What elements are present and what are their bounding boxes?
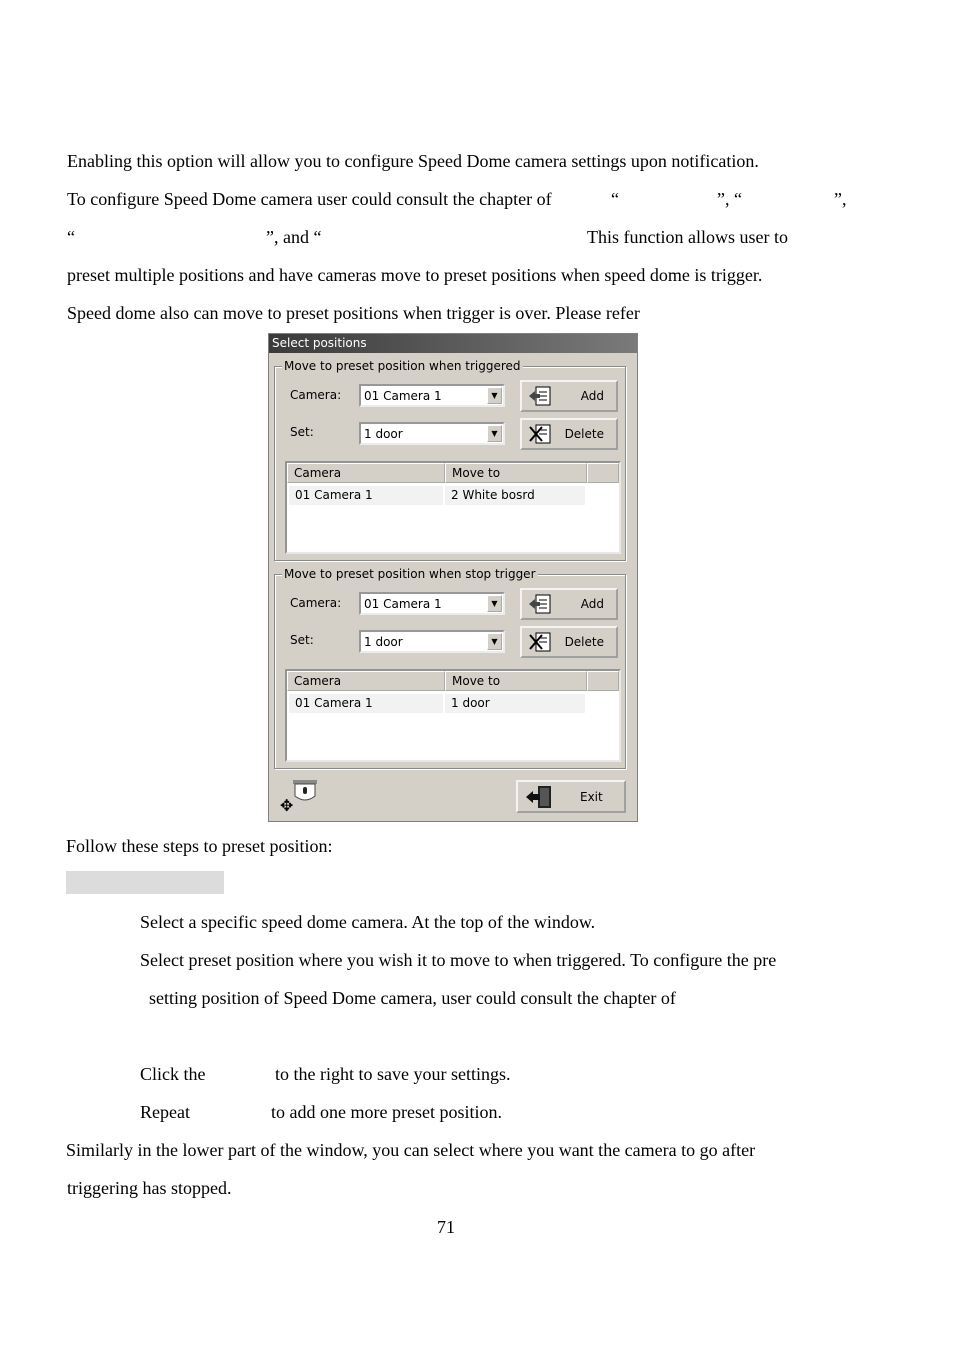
set-select[interactable] — [359, 422, 505, 445]
set-label: Set: — [290, 633, 314, 647]
select-positions-dialog — [268, 333, 638, 822]
delete-button-label: Delete — [564, 635, 604, 649]
triggered-list — [285, 461, 621, 554]
quote-separator: ”, “ — [717, 189, 742, 209]
camera-label: Camera: — [290, 596, 342, 610]
add-document-icon — [527, 385, 555, 407]
delete-document-icon — [527, 631, 555, 653]
step-3-end: to the right to save your settings. — [275, 1064, 511, 1084]
chevron-down-icon[interactable]: ▼ — [487, 387, 502, 404]
paragraph-line-4: preset multiple positions and have cameras move to preset positions when speed dome is trigger. — [67, 265, 763, 285]
move-arrows-icon[interactable]: ✥ — [280, 796, 294, 815]
follow-steps-text: Follow these steps to preset position: — [66, 836, 333, 856]
set-select-value: 1 door — [364, 635, 403, 649]
camera-select-value: 01 Camera 1 — [364, 597, 442, 611]
open-quote-line-3: “ — [67, 227, 75, 247]
open-quote: “ — [611, 189, 619, 209]
paragraph-line-1: Enabling this option will allow you to configure Speed Dome camera settings upon notification. — [67, 151, 759, 171]
exit-button-label: Exit — [580, 790, 603, 804]
add-button[interactable] — [520, 588, 618, 620]
step-3-start: Click the — [140, 1064, 206, 1084]
stop-trigger-group — [274, 567, 626, 769]
delete-button-label: Delete — [564, 427, 604, 441]
table-row-camera-cell[interactable]: 01 Camera 1 — [289, 486, 443, 505]
paragraph-line-5: Speed dome also can move to preset positions when trigger is over. Please refer — [67, 303, 640, 323]
exit-door-icon — [524, 785, 554, 809]
chevron-down-icon[interactable]: ▼ — [487, 595, 502, 612]
camera-label: Camera: — [290, 388, 342, 402]
camera-select[interactable] — [359, 384, 505, 407]
set-select[interactable] — [359, 630, 505, 653]
add-document-icon — [527, 593, 555, 615]
triggered-legend: Move to preset position when triggered — [284, 359, 521, 373]
column-header-camera[interactable]: Camera — [287, 671, 445, 691]
table-row-camera-cell[interactable]: 01 Camera 1 — [289, 694, 443, 713]
set-select-value: 1 door — [364, 427, 403, 441]
add-button[interactable] — [520, 380, 618, 412]
stop-trigger-list — [285, 669, 621, 762]
set-label: Set: — [290, 425, 314, 439]
delete-button[interactable] — [520, 626, 618, 658]
similarly-line-1: Similarly in the lower part of the window, you can select where you want the camera to go after — [66, 1140, 756, 1160]
paragraph-line-3-tail: This function allows user to — [587, 227, 788, 247]
camera-select[interactable] — [359, 592, 505, 615]
similarly-line-2: triggering has stopped. — [67, 1178, 232, 1198]
delete-document-icon — [527, 423, 555, 445]
column-header-move-to[interactable]: Move to — [445, 463, 587, 483]
stop-trigger-legend: Move to preset position when stop trigger — [284, 567, 536, 581]
step-4-start: Repeat — [140, 1102, 190, 1122]
step-2-line-1: Select preset position where you wish it to move to when triggered. To configure the pre — [140, 950, 777, 970]
triggered-group — [274, 359, 626, 561]
add-button-label: Add — [580, 389, 604, 403]
page-number: 71 — [437, 1217, 455, 1237]
add-button-label: Add — [580, 597, 604, 611]
delete-button[interactable] — [520, 418, 618, 450]
dialog-title: Select positions — [269, 334, 637, 353]
table-row-move-to-cell[interactable]: 1 door — [445, 694, 585, 713]
camera-select-value: 01 Camera 1 — [364, 389, 442, 403]
column-header-filler — [587, 463, 619, 483]
quote-and: ”, and “ — [266, 227, 322, 247]
chevron-down-icon[interactable]: ▼ — [487, 633, 502, 650]
step-1: Select a specific speed dome camera. At the top of the window. — [140, 912, 596, 932]
column-header-camera[interactable]: Camera — [287, 463, 445, 483]
column-header-filler — [587, 671, 619, 691]
step-4-end: to add one more preset position. — [271, 1102, 502, 1122]
table-row-move-to-cell[interactable]: 2 White bosrd — [445, 486, 585, 505]
close-quote: ”, — [834, 189, 847, 209]
exit-button[interactable] — [516, 780, 626, 813]
step-2-line-2: setting position of Speed Dome camera, user could consult the chapter of — [149, 988, 676, 1008]
chevron-down-icon[interactable]: ▼ — [487, 425, 502, 442]
highlight-bar — [66, 871, 224, 894]
paragraph-line-2: To configure Speed Dome camera user could consult the chapter of — [67, 189, 552, 209]
column-header-move-to[interactable]: Move to — [445, 671, 587, 691]
